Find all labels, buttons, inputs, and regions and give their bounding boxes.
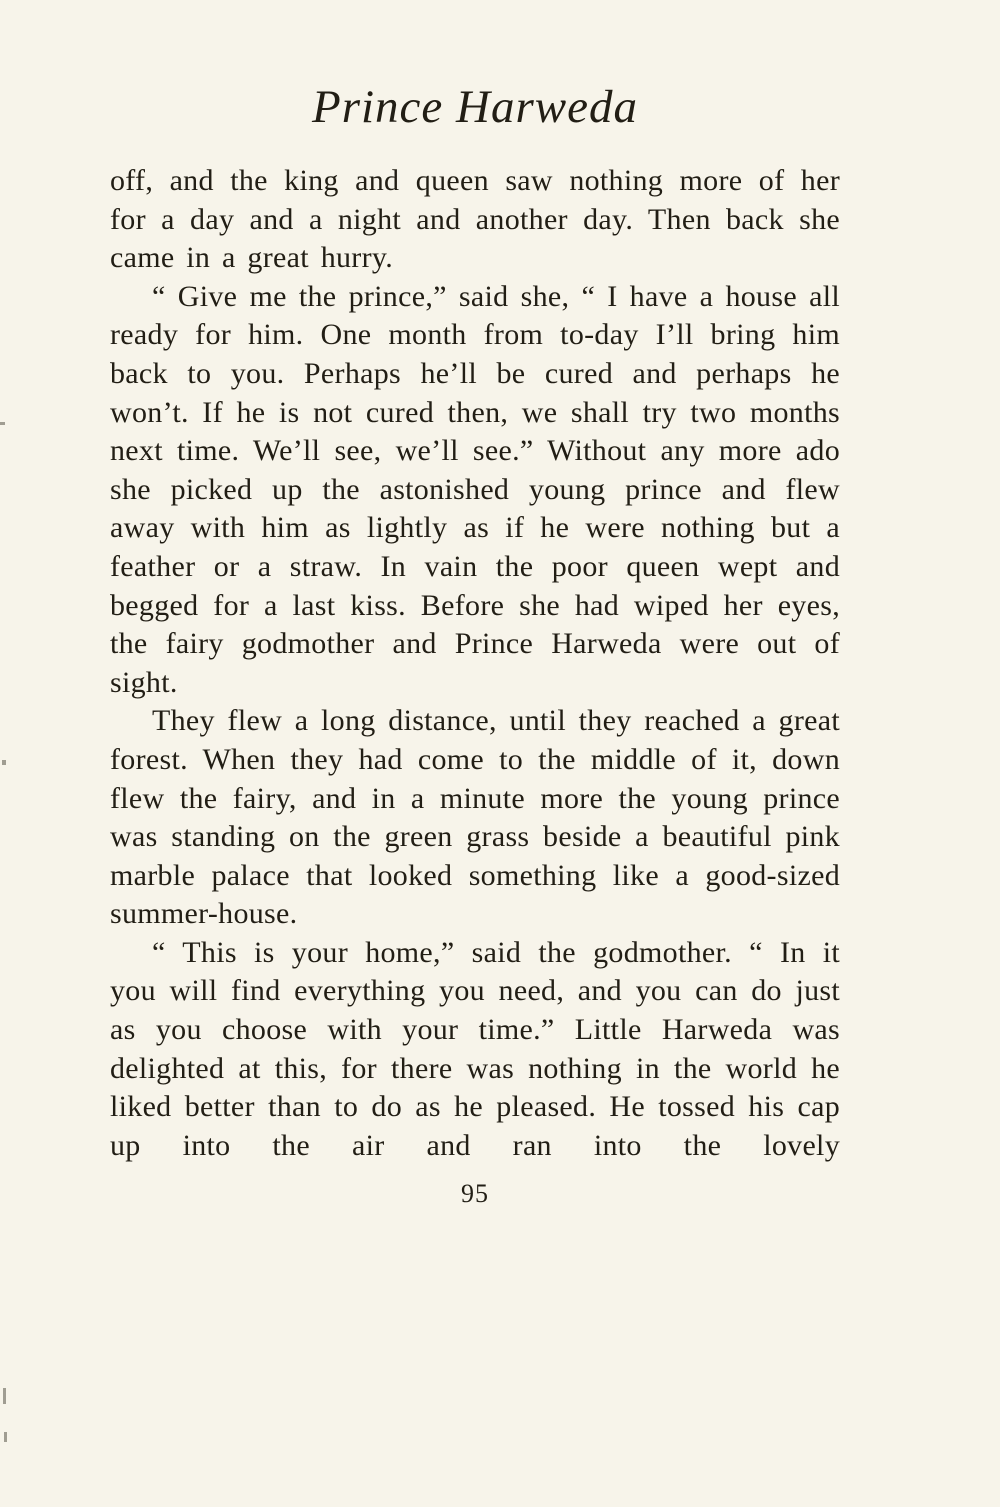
scan-speck	[4, 1432, 7, 1442]
page-number: 95	[461, 1179, 489, 1209]
paragraph: “ Give me the prince,” said she, “ I have a house all ready for him. One month from to-day I’ll bring him back to you. Perhaps he’ll be cured and perhaps he won’t. If he is not cured then, we shall try two months next time. We’ll see, we’ll see.” Without any more ado she picked up the astonished young prince and flew away with him as lightly as if he were nothing but a feather or a straw. In vain the poor queen wept and begged for a last kiss. Before she had wiped her eyes, the fairy godmother and Prince Harweda were out of sight.	[110, 279, 840, 699]
body-text	[110, 162, 840, 1165]
paragraph: off, and the king and queen saw nothing more of her for a day and a night and another day. Then back she came in a great hurry.	[110, 164, 840, 275]
scan-speck	[0, 422, 5, 425]
scan-speck	[3, 1388, 6, 1404]
scan-speck	[2, 760, 6, 765]
page-title: Prince Harweda	[312, 81, 638, 133]
paragraph: They flew a long distance, until they reached a great forest. When they had come to the middle of it, down flew the fairy, and in a minute more the young prince was standing on the green grass beside a beautiful pink marble palace that looked something like a good-sized summer-house.	[110, 704, 840, 931]
paragraph: “ This is your home,” said the godmother. “ In it you will find everything you need, and you can do just as you choose with your time.” Little Harweda was delighted at this, for there was nothing in the world he liked better than to do as he pleased. He tossed his cap up into the air and ran into the lovely	[110, 935, 840, 1162]
